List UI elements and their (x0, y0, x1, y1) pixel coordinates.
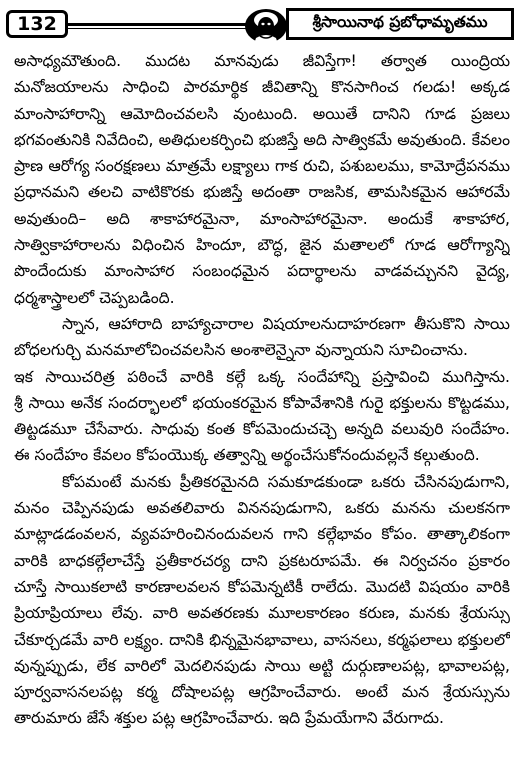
text-line: స్నాన, ఆహారాది బాహ్యాచారాల విషయాలనుదాహరణగా తీసుకొని సాయి (62, 314, 510, 333)
text-line: మనోజయాలను సాధించి పారమార్థిక జీవితాన్ని కొనసాగించ గలడు! అక్కడ (14, 78, 510, 97)
text-line: మాంసాహారాన్ని ఆమోదించవలసి వుంటుంది. అయితే దానిని గూడ ప్రజలు (14, 104, 510, 123)
text-line: ప్రాణ ఆరోగ్య సంరక్షణలు మాత్రమే లక్ష్యాలు గాక రుచి, పశుబలము, కామోద్రేపనము (14, 157, 510, 176)
text-line: భగవంతునికి నివేదించి, అతిధులకర్పించి భుజిస్తే అది సాత్వికమే అవుతుంది. కేవలం (14, 130, 510, 149)
text-line: బోధలగుర్చి మనమాలోచించవలసిన అంశాలెన్నైనా వున్నాయని సూచించాను. (14, 341, 468, 360)
text-line: మనం చెప్పినపుడు అవతలివారు విననపుడుగాని, ఒకరు మనను చులకనగా (14, 499, 510, 518)
sai-baba-portrait-icon (242, 6, 290, 44)
page-header (6, 6, 514, 46)
text-line: కోపమంటే మనకు ప్రీతికరమైనది సమకూడకుండా ఒకరు చేసినపుడుగాని, (62, 472, 510, 491)
text-line: తిట్టడమూ చేసేవారు. సాధువు కంత కోపమెందుచచ్చె అన్నది వలువురి సందేహం. (14, 420, 510, 439)
paragraph (14, 469, 510, 732)
text-line: ఈ సందేహం కేవలం కోపంయొక్క తత్వాన్ని అర్థంచేసుకోనందువల్లనే కల్గుతుంది. (14, 446, 480, 465)
text-line: శ్రీ సాయి అనేక సందర్భాలలో భయంకరమైన కోపావేశానికి గురై భక్తులను కొట్టడము, (14, 393, 510, 412)
text-line: తారుమారు జేసే శక్తుల పట్ల ఆగ్రహించేవారు. ఇది ప్రేమయేగాని వేరుగాదు. (14, 709, 445, 728)
book-title: శ్రీసాయినాథ ప్రబోధామృతము (286, 8, 514, 40)
text-line: ప్రియాప్రియాలు లేవు. వారి అవతరణకు మూలకారణం కరుణ, మనకు శ్రేయస్సు (14, 604, 510, 623)
text-line: సాత్వికాహారాలను విధించిన హిందూ, బౌద్ధ, జైన మతాలలో గూడ ఆరోగ్యాన్ని (14, 236, 510, 255)
text-line: ఇక సాయిచరిత్ర పఠించే వారికి కల్గే ఒక్క సందేహాన్ని ప్రస్తావించి ముగిస్తాను. (14, 367, 510, 386)
text-line: ప్రధానమని తలచి వాటికొరకు భుజిస్తే అదంతా రాజసిక, తామసికమైన ఆహారమే (14, 183, 510, 202)
text-line: పొందేందుకు మాంసాహార సంబంధమైన పదార్థాలను వాడవచ్చునని వైద్య, (14, 262, 510, 281)
text-line: పూర్వవాసనలపట్ల కర్మ దోషాలపట్ల ఆగ్రహించేవారు. అంటే మన శ్రేయస్సును (14, 683, 510, 702)
paragraph (14, 364, 510, 469)
paragraph (14, 48, 510, 311)
text-line: అసాధ్యమౌతుంది. ముదట మానవుడు జీవిస్తేగా! తర్వాత యింద్రియ (14, 52, 510, 70)
text-line: ధర్మశాస్త్రాలలో చెప్పబడింది. (14, 288, 175, 307)
text-line: వున్నప్పుడు, లేక వారిలో మెదలినపుడు సాయి అట్టి దుర్గుణాలపట్ల, భావాలపట్ల, (14, 656, 510, 675)
text-line: చూస్తే సాయికలాటి కారణాలవలన కోపమెన్నటికీ రాలేదు. మొదటి విషయం వారికి (14, 577, 510, 596)
page-number: 132 (6, 10, 68, 38)
body-text (14, 48, 510, 732)
header-rule-thin (68, 28, 246, 29)
text-line: చేకూర్చడమే వారి లక్ష్యం. దానికి భిన్నమైనభావాలు, వాసనలు, కర్మఫలాలు భక్తులలో (14, 630, 510, 649)
paragraph (14, 311, 510, 364)
header-rule (68, 23, 246, 26)
text-line: మాట్లాడడంవలన, వ్యవహరించినందువలన గాని కల్గేభావం కోపం. తాత్కాలికంగా (14, 525, 510, 544)
text-line: వారికి బాధకల్గేలాచేస్తే ప్రతీకారచర్య దాని ప్రకటరూపమే. ఈ నిర్వచనం ప్రకారం (14, 551, 510, 570)
text-line: అవుతుంది– అది శాకాహారమైనా, మాంసాహారమైనా. అందుకే శాకాహార, (14, 209, 510, 228)
